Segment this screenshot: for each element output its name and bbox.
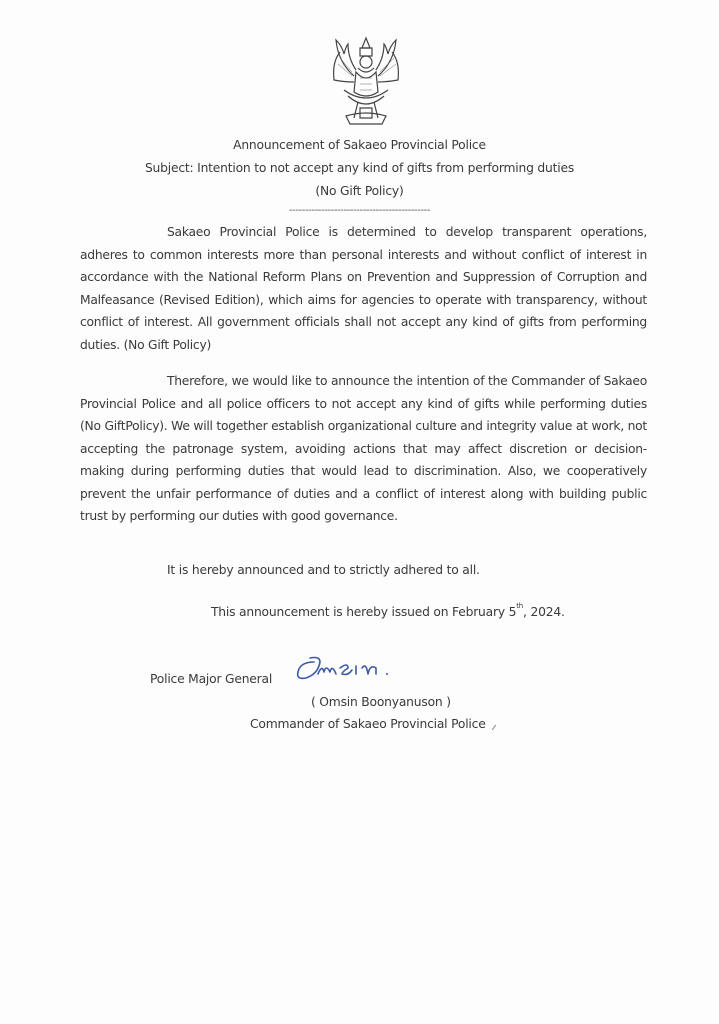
issue-date-line <box>211 602 565 619</box>
closing-statement: It is hereby announced and to strictly adhered to all. <box>167 563 480 577</box>
signatory-rank: Police Major General <box>150 672 273 686</box>
paragraph-intro: Sakaeo Provincial Police is determined to develop transparent operations, adheres to common interests more than personal interests and without conflict of interest in accordance with the National Reform Plans on Prevention and Suppression of Corruption and Malfeasance (Revised Edition), which aims for agencies to operate with transparency, without conflict of interest. All government officials shall not accept any kind of gifts from performing duties. (No Gift Policy) <box>80 225 647 352</box>
announcement-subject: Subject: Intention to not accept any kind of gifts from performing duties <box>144 161 575 175</box>
signatory-name: ( Omsin Boonyanuson ) <box>311 695 451 709</box>
paragraph-announcement: Therefore, we would like to announce the intention of the Commander of Sakaeo Provincial Police and all police officers to not accept any kind of gifts while performing duties (No GiftPolicy). We will together establish organizational culture and integrity value at work, not accepting the patronage system, avoiding actions that may affect discretion or decision-making during performing duties that would lead to discrimination. Also, we cooperatively prevent the unfair performance of duties and a conflict of interest along with building public trust by performing our duties with good governance. <box>80 374 647 523</box>
divider-line: -------------------------------------------- <box>288 205 431 216</box>
pen-mark <box>492 725 496 730</box>
garuda-emblem-icon <box>318 32 414 128</box>
issue-date-year: , 2024. <box>523 605 565 619</box>
issue-date-ordinal: th <box>516 602 524 610</box>
announcement-title: Announcement of Sakaeo Provincial Police <box>233 138 486 152</box>
signatory-position: Commander of Sakaeo Provincial Police <box>250 717 486 731</box>
issue-date-prefix: This announcement is hereby issued on February 5 <box>211 605 517 619</box>
policy-name: (No Gift Policy) <box>315 184 404 198</box>
signature <box>292 648 412 688</box>
